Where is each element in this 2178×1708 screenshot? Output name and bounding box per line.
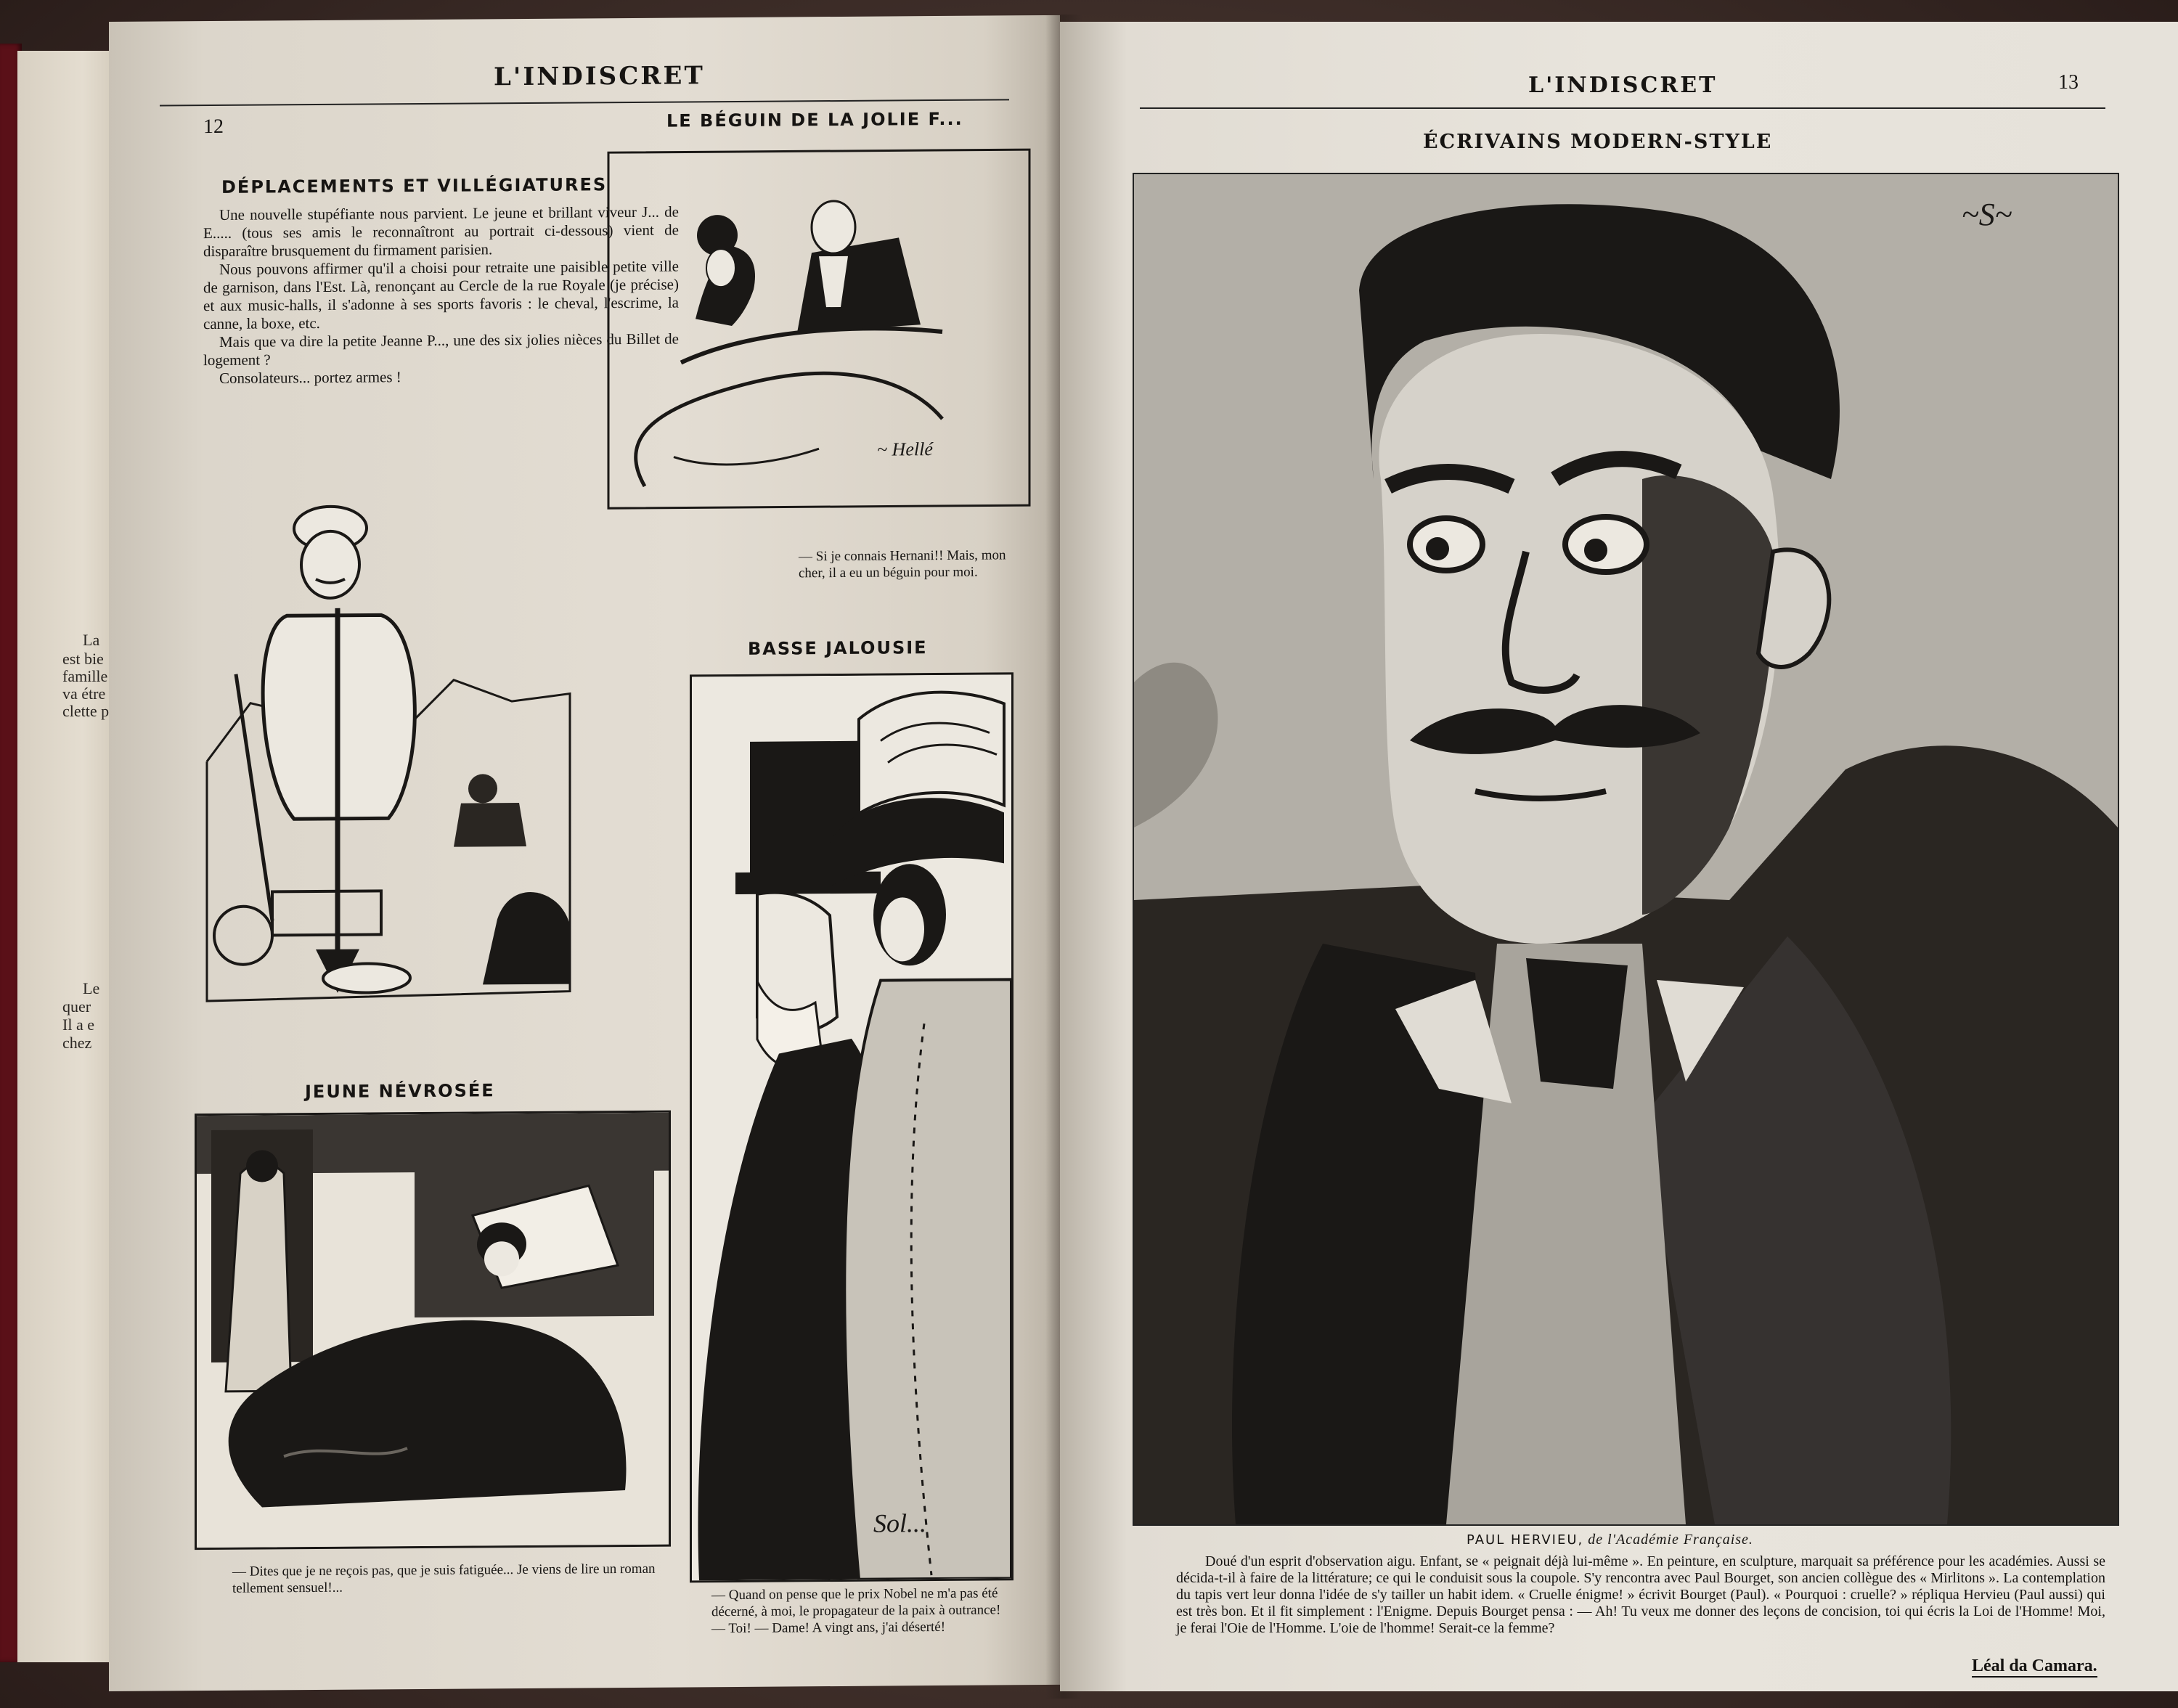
under-fragment: Il a e [62, 1016, 94, 1034]
basse-jalousie-illustration [690, 672, 1013, 1582]
under-fragment: quer [62, 997, 91, 1016]
page-number: 13 [2058, 71, 2079, 94]
portrait-caption [1467, 1532, 1753, 1548]
svg-text:~ Hellé: ~ Hellé [877, 438, 933, 460]
hervieu-portrait [1133, 173, 2119, 1526]
svg-text:~S~: ~S~ [1962, 197, 2012, 232]
page-number: 12 [203, 115, 224, 139]
left-page [109, 15, 1060, 1691]
article-paragraph: Mais que va dire la petite Jeanne P..., une des six jolies nièces du Billet de logement ? [203, 330, 679, 369]
basse-jalousie-title: BASSE JALOUSIE [748, 637, 928, 659]
beguin-illustration [601, 142, 1037, 523]
caption-suffix: de l'Académie Française. [1588, 1532, 1753, 1548]
beguin-drawing [601, 142, 1037, 523]
author-signature: Léal da Camara. [1972, 1656, 2097, 1678]
article-title: DÉPLACEMENTS ET VILLÉGIATURES [221, 174, 608, 197]
under-fragment: clette p [62, 702, 110, 720]
soldier-drawing [192, 483, 584, 1016]
basse-jalousie-drawing [692, 674, 1011, 1580]
nevrosee-caption: — Dites que je ne reçois pas, que je suis fatiguée... Je viens de lire un roman tellement sensuel!... [232, 1561, 656, 1596]
under-fragment: chez [62, 1034, 92, 1052]
nevrosee-illustration [195, 1111, 671, 1550]
caption-name: PAUL HERVIEU, [1467, 1532, 1584, 1548]
hervieu-caricature [1134, 174, 2118, 1524]
article-paragraph: Consolateurs... portez armes ! [219, 368, 401, 387]
beguin-title: LE BÉGUIN DE LA JOLIE F... [666, 108, 963, 131]
article-paragraph: Une nouvelle stupéfiante nous parvient. Le jeune et brillant viveur J... de E..... (tous ses amis le reconnaîtront au portrait ci-dessous) vient de disparaître brusquement du firmament parisien. [203, 203, 679, 261]
under-fragment: est bie [62, 650, 104, 668]
section-title: ÉCRIVAINS MODERN-STYLE [1423, 131, 1773, 153]
soldier-illustration [192, 483, 584, 1016]
article-paragraph: Nous pouvons affirmer qu'il a choisi pour retraite une paisible petite ville de garnison, dans l'Est. Là, renonçant au Cercle de la rue Royale (je précise) et aux music-halls, il s'adonne à ses sports favoris : le cheval, l'escrime, la canne, la boxe, etc. [203, 257, 679, 333]
under-fragment: famille [62, 667, 108, 685]
under-fragment: Le [83, 979, 100, 997]
nevrosee-title: JEUNE NÉVROSÉE [305, 1080, 495, 1103]
beguin-caption: — Si je connais Hernani!! Mais, mon cher, il a eu un béguin pour moi. [799, 547, 1006, 581]
nevrosee-drawing [197, 1113, 669, 1548]
under-fragment: La [83, 631, 100, 649]
right-page [1060, 22, 2178, 1691]
header-rule [1140, 107, 2105, 109]
under-fragment: va étre [62, 685, 106, 703]
masthead: L'INDISCRET [494, 61, 705, 92]
masthead: L'INDISCRET [1528, 73, 1718, 98]
basse-jalousie-caption: — Quand on pense que le prix Nobel ne m'a pas été décerné, à moi, le propagateur de la paix à outrance! — Toi! — Dame! A vingt ans, j'ai déserté! [711, 1585, 1001, 1637]
hervieu-text: Doué d'un esprit d'observation aigu. Enfant, se « peignait déjà lui-même ». En peinture, en sculpture, marquait sa préférence pour les académies. Aussi se décida-t-il à faire de la littérature; ce qui le conduisit sous la coupole. S'y rencontra avec Paul Bourget, son ancien collègue des « Mirlitons ». La contemplation du tapis vert leur donna l'idée de s'y tailler un habit idem. « Cruelle énigme! » écrivit Bourget (Paul). « Pourquoi : cruelle? » répliqua Hervieu (Paul aussi) qui est très bon. Et il fit simplement : l'Enigme. Depuis Bourget pensa : — Ah! Tu veux me donner des leçons de concision, toi qui écris la Loi de l'Homme! Moi, je ferai l'Oie de l'Homme. L'oie de l'homme! Serait-ce la femme? [1176, 1553, 2105, 1636]
svg-text:Sol...: Sol... [873, 1508, 927, 1538]
header-rule [160, 99, 1009, 106]
